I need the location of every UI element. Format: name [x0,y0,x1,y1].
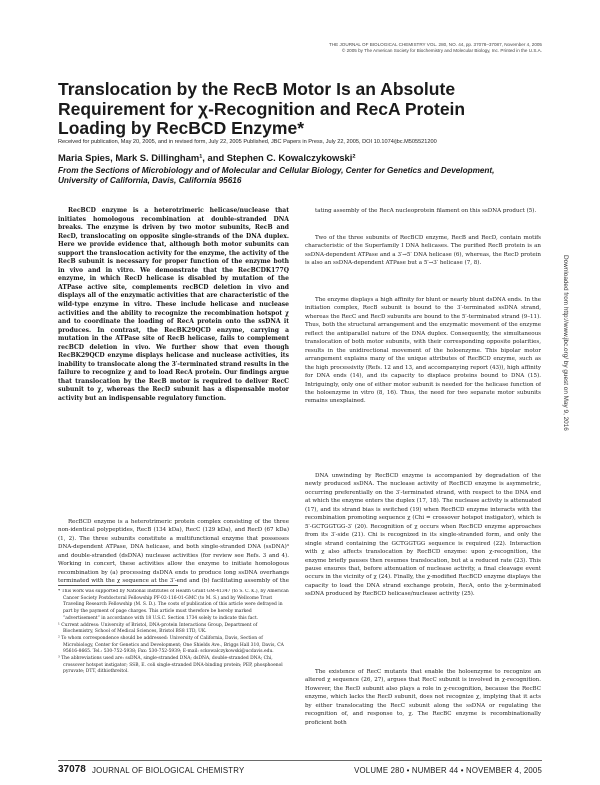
download-sidebar [557,255,571,785]
footnote-funding: * This work was supported by National Institutes of Health Grant GM-41347 (to S. C. K.), by American Cancer Society Postdoctoral Fellowship PF-02-116-01-GMC (to M. S.) and by Wellcome Trust Traveling Research Fellowship (M. S. D.). The costs of publication of this article were defrayed in part by the payment of page charges. This article must therefore be hereby marked “advertisement” in accordance with 18 U.S.C. Section 1734 solely to indicate this fact. [58,589,289,621]
footer-journal-name: JOURNAL OF BIOLOGICAL CHEMISTRY [92,766,245,775]
abstract: RecBCD enzyme is a heterotrimeric helicase/nuclease that initiates homologous recombination at double-stranded DNA breaks. The enzyme is driven by two motor subunits, RecB and RecD, translocating on opposite single-strands of the DNA duplex. Here we provide evidence that, although both motor subunits can support the translocation activity for the enzyme, the activity of the RecB subunit is necessary for proper function of the enzyme both in vivo and in vitro. We demonstrate that the RecBCDK177Q enzyme, in which RecD helicase is disabled by mutation of the ATPase active site, complements recBCD deletion in vivo and displays all of the enzymatic activities that are characteristic of the wild-type enzyme in vitro. These include helicase and nuclease activities and the ability to recognize the recombination hotspot χ and to coordinate the loading of RecA protein onto the ssDNA it produces. In contrast, the RecBK29QCD enzyme, carrying a mutation in the ATPase site of RecB helicase, fails to complement recBCD deletion in vivo. We further show that even though RecBK29QCD enzyme displays helicase and nuclease activities, its inability to translocate along the 3′-terminated strand results in the failure to recognize χ and to load RecA protein. Our findings argue that translocation by the RecB motor is required to deliver RecC subunit to χ, whereas the RecD subunit has a dispensable motor activity but an indispensable regulatory function. [58,207,289,403]
page-number: 37078 [58,764,86,775]
body-paragraph: The enzyme displays a high affinity for blunt or nearly blunt dsDNA ends. In the initiation complex, RecB subunit is bound to the 3′-terminated ssDNA strand, whereas the RecC and RecD subunits are bound to the 5′-terminated strand (9–11). Thus, both the structural arrangement and the enzymatic movement of the enzyme reflect the antiparallel nature of the DNA duplex. Consequently, the simultaneous translocation of both motor subunits, with their corresponding opposite polarities, results in the unidirectional movement of the holoenzyme. This bipolar motor arrangement explains many of the unique attributes of RecBCD enzyme, such as the high processivity (Refs. 12 and 13, and accompanying report (43)), high affinity for DNA ends (14), and its capacity to displace proteins bound to DNA (15). Intriguingly, only one of either motor subunit is needed for the helicase function of the holoenzyme in vitro (8, 16). Thus, the need for two separate motor subunits remains unexplained. [305,297,541,405]
author-list: Maria Spies, Mark S. Dillingham¹, and Stephen C. Kowalczykowski² [58,152,356,163]
journal-header [329,42,542,54]
footnote-divider [58,585,178,586]
footnote-current-address: ¹ Current address: University of Bristol, DNA-protein Interactions Group, Department of Biochemistry, School of Medical Sciences, Bristol BS8 1TD, UK. [58,622,258,635]
footnote-abbreviations: ³ The abbreviations used are: ssDNA, single-stranded DNA; dsDNA, double-stranded DNA; Chi, crossover hotspot instigator; SSB, E. coli single-stranded DNA-binding protein; PEP, phosphoenol pyruvate; DTT, dithiothreitol. [58,656,283,675]
journal-header-citation: THE JOURNAL OF BIOLOGICAL CHEMISTRY VOL. 280, NO. 44, pp. 37078–37087, November 4, 2005 [329,42,542,47]
author-affiliation: From the Sections of Microbiology and of Molecular and Cellular Biology, Center for Genetics and Development, University of California, Davis, California 95616 [58,166,495,185]
article-title: Translocation by the RecB Motor Is an Absolute Requirement for χ-Recognition and RecA Protein Loading by RecBCD Enzyme* [58,79,466,138]
body-paragraph: Two of the three subunits of RecBCD enzyme, RecB and RecD, contain motifs characteristic of the Superfamily I DNA helicases. The purified RecB protein is an ssDNA-dependent ATPase and a 3′→5′ DNA helicase (6), whereas, the RecD protein is also an ssDNA-dependent ATPase but a 5′→3′ helicase (7, 8). [305,235,541,267]
download-notice-link[interactable]: Downloaded from http://www.jbc.org/ by guest on May 9, 2016 [562,255,569,431]
body-paragraph: DNA unwinding by RecBCD enzyme is accompanied by degradation of the newly produced ssDNA. The nuclease activity of RecBCD enzyme is asymmetric, occurring preferentially on the 3′-terminated strand, with respect to the DNA end at which the enzyme enters the duplex (17, 18). The nuclease activity is attenuated (17), and its strand bias is switched (19) when RecBCD enzyme interacts with the recombination promoting sequence χ (Chi = crossover hotspot instigator), which is 5′-GCTGGTGG-3′ (20). Recognition of χ occurs when RecBCD enzyme approaches from its 3′-side (21). Chi is recognized in its single-stranded form, and only the single strand containing the GCTGGTGG sequence is required (22). Interaction with χ also affects translocation by RecBCD enzyme: upon χ-recognition, the enzyme briefly pauses then resumes translocation, but at a reduced rate (23). This pause ensures that, before attenuation of nuclease activity, a final cleavage event occurs in the vicinity of χ (24). Finally, the χ-modified RecBCD enzyme displays the capacity to load the DNA strand exchange protein, RecA, onto the χ-terminated ssDNA produced by RecBCD helicase/nuclease activity (25). [305,473,541,598]
footer-volume-info: VOLUME 280 • NUMBER 44 • NOVEMBER 4, 2005 [354,766,542,775]
footnotes [58,589,289,757]
body-paragraph: The existence of RecC mutants that enable the holoenzyme to recognize an altered χ sequence (26, 27), argues that RecC subunit is involved in χ-recognition. However, the RecD subunit also plays a role in χ-recognition, because the RecBC enzyme, which lacks the RecD subunit, does not recognize χ, implying that it acts by either translocating the RecC subunit along the ssDNA or regulating the recognition of, and response to, χ. The RecBC enzyme is recombinationally proficient both [305,669,541,726]
journal-header-copyright: © 2005 by The American Society for Biochemistry and Molecular Biology, Inc. Printed in the U.S.A. [341,48,542,53]
intro-paragraph: RecBCD enzyme is a heterotrimeric protein complex consisting of the three non-identical polypeptides, RecB (134 kDa), RecC (129 kDa), and RecD (67 kDa) (1, 2). The three subunits constitute a multifunctional enzyme that possesses DNA-dependent ATPase, DNA helicase, and both single-stranded DNA (ssDNA)³ and double-stranded (dsDNA) nuclease activities (for review see Refs. 3 and 4). Working in concert, these activities allow the enzyme to initiate homologous recombination by (a) processing dsDNA ends to produce long ssDNA overhangs terminated with the χ sequence at the 3′-end and (b) facilitating assembly of the [58,519,289,584]
footer-rule [58,760,542,761]
received-dates: Received for publication, May 20, 2005, and in revised form, July 22, 2005 Published, JBC Papers in Press, July 22, 2005, DOI 10.1074/jbc.M505521200 [58,139,437,145]
body-paragraph: tating assembly of the RecA nucleoprotein filament on this ssDNA product (5). [315,208,537,214]
footnote-correspondence: ² To whom correspondence should be addressed: University of California, Davis, Section of Microbiology, Center for Genetics and Development; One Shields Ave., Briggs Hall 310, Davis, CA 95616-8665. Tel.: 530-752-5938; Fax: 530-752-5939; E-mail: sckowalczykowski@ucdavis.edu. [58,635,284,655]
